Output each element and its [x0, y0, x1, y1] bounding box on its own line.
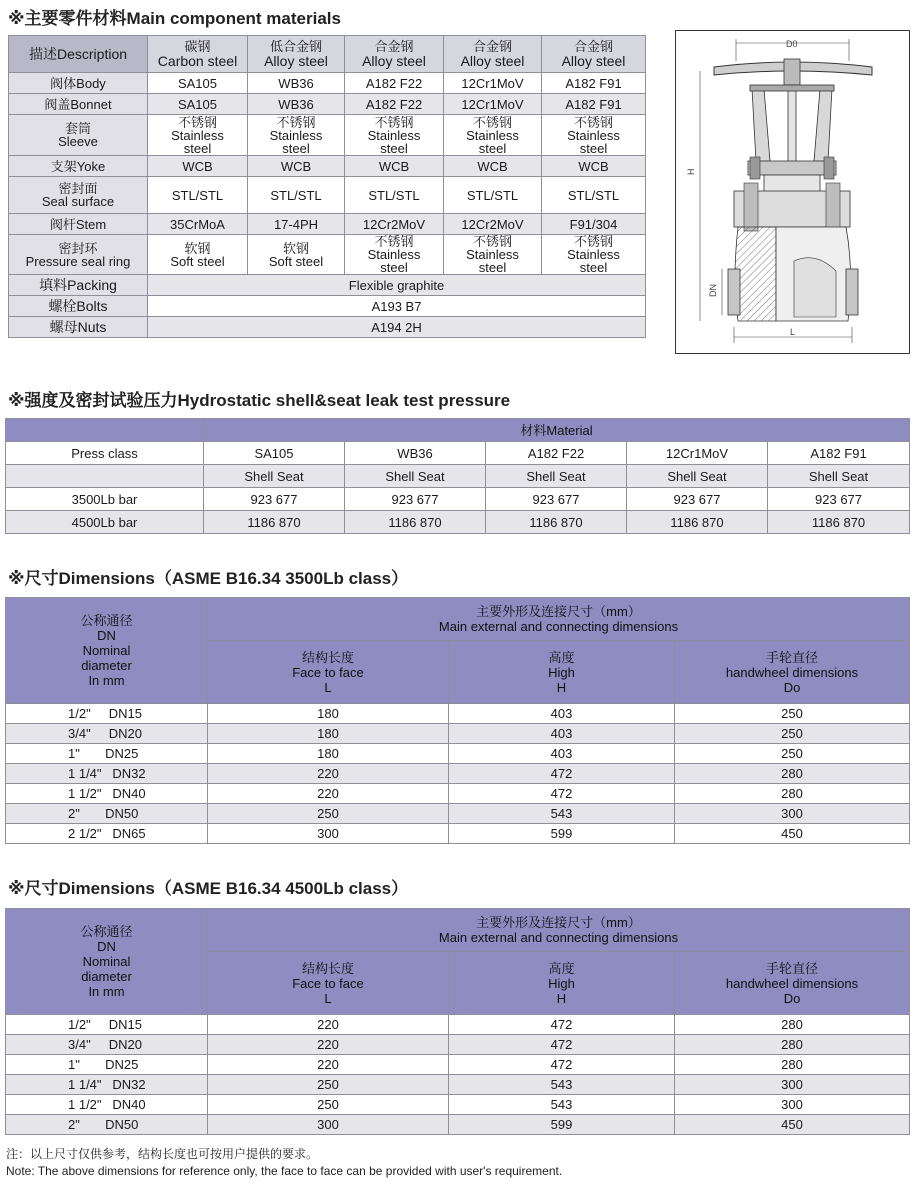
material-cell-line: SA105 [177, 75, 218, 91]
material-cell-line: 35CrMoA [170, 216, 225, 232]
material-cell [444, 156, 542, 177]
component-label: 螺栓Bolts [9, 296, 148, 317]
materials-span-row [9, 296, 646, 317]
pressure-material: WB36 [345, 442, 486, 465]
main-dimensions-cn: 主要外形及连接尺寸（mm） [476, 604, 641, 619]
pressure-header-row [6, 419, 910, 442]
materials-header-row [9, 36, 646, 73]
materials-row [9, 156, 646, 177]
component-label [9, 115, 148, 156]
material-cell-line: 12Cr1MoV [461, 75, 524, 91]
dim3500-section-title: ※尺寸Dimensions（ASME B16.34 3500Lb class） [8, 569, 409, 588]
material-cell-line: 不锈钢 [472, 114, 512, 130]
component-label [9, 214, 148, 235]
header-cn: 低合金钢 [269, 39, 322, 54]
header-en: Alloy steel [460, 53, 525, 69]
material-cell-line: 不锈钢 [573, 234, 613, 249]
materials-header-cell [148, 36, 248, 73]
blank-header-cell [6, 419, 204, 442]
materials-row [9, 214, 646, 235]
dim-label-h: H [686, 168, 696, 175]
material-cell-line: 不锈钢 [177, 114, 217, 130]
material-cell-line: 不锈钢 [472, 234, 512, 249]
test-pressure-value: 923 677 [768, 488, 910, 511]
component-label-line: Sleeve [58, 134, 98, 149]
dimension-l: 220 [208, 764, 449, 784]
nominal-diameter-header-line: DN [97, 628, 116, 643]
material-cell-line: 软钢 [184, 240, 211, 256]
nominal-size: 1 1/4" DN32 [6, 764, 208, 784]
material-cell-line: 不锈钢 [374, 114, 414, 130]
dimension-h: 472 [449, 1055, 675, 1075]
materials-span-row [9, 317, 646, 338]
pressure-material: A182 F91 [768, 442, 910, 465]
shell-seat-label: Shell Seat [486, 465, 627, 488]
dim-label-d0: D0 [786, 39, 798, 49]
material-cell [345, 73, 444, 94]
material-cell [248, 177, 345, 214]
handwheel-header-line: 手轮直径 [766, 960, 819, 976]
materials-row [9, 94, 646, 115]
shell-seat-label: Shell Seat [345, 465, 486, 488]
dimension-do: 280 [675, 764, 910, 784]
material-cell [444, 94, 542, 115]
material-cell [248, 115, 345, 156]
dimension-l: 220 [208, 1015, 449, 1035]
material-cell [148, 73, 248, 94]
dimension-l: 220 [208, 1055, 449, 1075]
test-pressure-value: 1186 870 [768, 511, 910, 534]
nominal-diameter-header-line: diameter [81, 969, 132, 984]
main-dimensions-en: Main external and connecting dimensions [438, 619, 679, 634]
nominal-size: 1 1/4" DN32 [6, 1075, 208, 1095]
material-cell-line: WCB [378, 158, 410, 174]
material-cell-line: WCB [280, 158, 312, 174]
dimension-h: 599 [449, 1115, 675, 1135]
handwheel-header-line: Do [783, 990, 801, 1006]
note-english: Note: The above dimensions for reference only, the face to face can be provided with user's requirement. [6, 1164, 563, 1178]
nominal-diameter-header [6, 598, 208, 704]
material-cell [444, 177, 542, 214]
main-dimensions-header [208, 598, 910, 641]
dimension-l: 300 [208, 824, 449, 844]
pressure-row [6, 511, 910, 534]
materials-row [9, 73, 646, 94]
dim-row [6, 744, 910, 764]
materials-header-cell [345, 36, 444, 73]
shell-seat-label: Shell Seat [768, 465, 910, 488]
material-cell-line: Soft steel [268, 253, 324, 269]
dimension-do: 250 [675, 724, 910, 744]
nominal-size: 1 1/2" DN40 [6, 784, 208, 804]
dim-header-row [6, 598, 910, 641]
material-cell-line: steel [579, 140, 608, 156]
nominal-diameter-header-line: DN [97, 939, 116, 954]
material-cell [542, 73, 646, 94]
dim4500-section-title: ※尺寸Dimensions（ASME B16.34 4500Lb class） [8, 879, 409, 898]
header-cn: 合金钢 [472, 39, 512, 54]
dimension-do: 280 [675, 1055, 910, 1075]
materials-header-cell [9, 36, 148, 73]
dim3500-table [5, 597, 910, 844]
component-label-line: 阀体Body [50, 75, 106, 91]
material-cell [542, 115, 646, 156]
component-label: 填料Packing [9, 275, 148, 296]
dim-row [6, 824, 910, 844]
face-to-face-header-line: Face to face [292, 664, 364, 680]
dimension-l: 300 [208, 1115, 449, 1135]
dimension-do: 300 [675, 1095, 910, 1115]
face-to-face-header-line: L [324, 990, 332, 1006]
dim-row [6, 764, 910, 784]
blank-cell [6, 465, 204, 488]
face-to-face-header [208, 952, 449, 1015]
dimension-h: 543 [449, 1095, 675, 1115]
dimension-h: 543 [449, 804, 675, 824]
material-cell-line: STL/STL [368, 187, 420, 203]
material-cell [542, 214, 646, 235]
material-span-cell: A193 B7 [148, 296, 646, 317]
dim-label-l: L [790, 327, 796, 337]
test-pressure-value: 923 677 [204, 488, 345, 511]
height-header-line: H [556, 990, 567, 1006]
material-cell-line: STL/STL [567, 187, 620, 203]
material-cell [248, 235, 345, 275]
nominal-size: 1" DN25 [6, 744, 208, 764]
component-label-line: Pressure seal ring [25, 253, 131, 269]
material-cell [248, 94, 345, 115]
dimension-l: 250 [208, 804, 449, 824]
dim-row [6, 1095, 910, 1115]
dimension-l: 250 [208, 1095, 449, 1115]
shell-seat-label: Shell Seat [204, 465, 345, 488]
materials-header-cell [542, 36, 646, 73]
height-header-line: 高度 [548, 649, 575, 665]
dimension-h: 472 [449, 1015, 675, 1035]
dim-header-row [6, 909, 910, 952]
material-cell-line: WCB [182, 158, 213, 174]
test-pressure-value: 923 677 [627, 488, 768, 511]
material-cell-line: Stainless [171, 127, 224, 143]
material-cell-line: steel [282, 140, 310, 156]
material-cell-line: WB36 [278, 75, 314, 91]
materials-header-cell [248, 36, 345, 73]
test-pressure-value: 1186 870 [204, 511, 345, 534]
dimension-h: 472 [449, 764, 675, 784]
component-label-line: 密封面 [58, 181, 98, 196]
dimension-l: 250 [208, 1075, 449, 1095]
main-dimensions-header [208, 909, 910, 952]
nominal-diameter-header-line: In mm [88, 984, 125, 999]
dimension-do: 450 [675, 824, 910, 844]
dim-row [6, 804, 910, 824]
component-label [9, 235, 148, 275]
height-header-line: High [548, 664, 575, 680]
nominal-size: 2 1/2" DN65 [6, 824, 208, 844]
component-label [9, 156, 148, 177]
material-cell-line: Soft steel [170, 253, 225, 269]
material-cell-line: 12Cr2MoV [461, 216, 524, 232]
material-cell-line: steel [478, 140, 507, 156]
material-cell-line: A182 F91 [565, 96, 622, 112]
dimension-h: 403 [449, 704, 675, 724]
material-cell-line: 17-4PH [273, 216, 319, 232]
materials-row [9, 115, 646, 156]
header-cn: 碳钢 [184, 39, 211, 54]
shell-seat-label: Shell Seat [627, 465, 768, 488]
material-cell-line: 不锈钢 [573, 114, 613, 130]
face-to-face-header-line: 结构长度 [301, 649, 354, 665]
material-cell-line: 不锈钢 [276, 114, 316, 130]
header-cn: 描述Description [28, 45, 128, 62]
material-cell-line: WCB [477, 158, 508, 174]
materials-header-cell [444, 36, 542, 73]
component-label-line: 套筒 [64, 121, 91, 136]
material-cell [248, 214, 345, 235]
material-cell-line: Stainless [367, 247, 421, 262]
header-cn: 合金钢 [374, 39, 414, 54]
face-to-face-header-line: Face to face [292, 975, 364, 991]
valve-cross-section-figure [676, 31, 909, 353]
materials-row [9, 235, 646, 275]
material-cell [345, 94, 444, 115]
shell-seat-row [6, 465, 910, 488]
note-chinese: 注：以上尺寸仅供参考，结构长度也可按用户提供的要求。 [6, 1147, 319, 1161]
material-cell-line: 软钢 [282, 240, 309, 256]
height-header [449, 952, 675, 1015]
dim-row [6, 1015, 910, 1035]
handwheel-header [675, 641, 910, 704]
material-cell-line: STL/STL [171, 187, 224, 203]
pressure-class-value: 4500Lb bar [6, 511, 204, 534]
handwheel-header-line: handwheel dimensions [725, 975, 859, 991]
component-label-line: 密封环 [58, 240, 98, 256]
nominal-size: 3/4" DN20 [6, 724, 208, 744]
nominal-diameter-header-line: 公称通径 [80, 924, 133, 939]
dimension-l: 220 [208, 784, 449, 804]
material-cell-line: F91/304 [569, 216, 618, 232]
pressure-section-title: ※强度及密封试验压力Hydrostatic shell&seat leak test pressure [8, 391, 511, 410]
handwheel-header-line: handwheel dimensions [725, 664, 859, 680]
dimension-h: 472 [449, 1035, 675, 1055]
pressure-class-row [6, 442, 910, 465]
material-header: 材料Material [204, 419, 910, 442]
nominal-size: 1 1/2" DN40 [6, 1095, 208, 1115]
dimension-do: 280 [675, 1035, 910, 1055]
header-cn: 合金钢 [573, 39, 613, 54]
handwheel-header-line: 手轮直径 [766, 649, 819, 665]
pressure-row [6, 488, 910, 511]
component-label: 螺母Nuts [9, 317, 148, 338]
pressure-material: 12Cr1MoV [627, 442, 768, 465]
dimension-do: 250 [675, 744, 910, 764]
material-cell [148, 177, 248, 214]
handwheel-header [675, 952, 910, 1015]
test-pressure-value: 1186 870 [486, 511, 627, 534]
material-cell-line: Stainless [466, 127, 519, 143]
dimension-h: 403 [449, 724, 675, 744]
material-cell [345, 156, 444, 177]
dimension-do: 300 [675, 804, 910, 824]
main-dimensions-en: Main external and connecting dimensions [438, 930, 679, 945]
material-cell [148, 235, 248, 275]
nominal-size: 2" DN50 [6, 804, 208, 824]
dimension-h: 599 [449, 824, 675, 844]
nominal-diameter-header-line: In mm [88, 673, 125, 688]
dim-row [6, 1115, 910, 1135]
pressure-table [5, 418, 910, 534]
material-cell-line: SA105 [177, 96, 218, 112]
dimension-l: 180 [208, 724, 449, 744]
header-en: Carbon steel [157, 53, 238, 69]
test-pressure-value: 923 677 [486, 488, 627, 511]
test-pressure-value: 923 677 [345, 488, 486, 511]
dimension-do: 250 [675, 704, 910, 724]
dim-row [6, 1035, 910, 1055]
material-cell [542, 235, 646, 275]
nominal-size: 2" DN50 [6, 1115, 208, 1135]
material-cell-line: Stainless [567, 247, 620, 262]
material-cell-line: steel [380, 140, 408, 156]
component-label-line: 阀杆Stem [49, 216, 107, 232]
height-header-line: High [548, 975, 575, 991]
face-to-face-header-line: 结构长度 [301, 960, 354, 976]
dim-row [6, 704, 910, 724]
materials-section-title: ※主要零件材料Main component materials [8, 9, 341, 28]
nominal-diameter-header-line: Nominal [82, 954, 131, 969]
material-cell-line: 不锈钢 [374, 234, 414, 249]
dimension-do: 300 [675, 1075, 910, 1095]
material-cell-line: A182 F22 [365, 96, 423, 112]
material-cell-line: 12Cr2MoV [362, 216, 426, 232]
test-pressure-value: 1186 870 [627, 511, 768, 534]
materials-row [9, 177, 646, 214]
material-cell-line: steel [380, 260, 408, 275]
material-cell-line: Stainless [567, 127, 620, 143]
component-label-line: 阀盖Bonnet [44, 96, 112, 112]
material-cell [444, 73, 542, 94]
material-cell [345, 177, 444, 214]
dim-label-dn: DN [708, 284, 718, 297]
material-cell [248, 73, 345, 94]
dimension-do: 280 [675, 1015, 910, 1035]
gate-valve-drawing [675, 30, 910, 354]
dimension-l: 220 [208, 1035, 449, 1055]
material-cell-line: STL/STL [270, 187, 322, 203]
component-label [9, 177, 148, 214]
material-cell [542, 177, 646, 214]
height-header-line: H [556, 679, 567, 695]
dim-row [6, 1075, 910, 1095]
dimension-h: 472 [449, 784, 675, 804]
materials-table [8, 35, 646, 338]
handwheel-header-line: Do [783, 679, 801, 695]
materials-span-row [9, 275, 646, 296]
material-cell [345, 115, 444, 156]
material-cell-line: Stainless [367, 127, 421, 143]
height-header [449, 641, 675, 704]
material-cell-line: 12Cr1MoV [461, 96, 524, 112]
nominal-size: 1/2" DN15 [6, 1015, 208, 1035]
dim-row [6, 1055, 910, 1075]
material-cell-line: STL/STL [466, 187, 519, 203]
pressure-material: A182 F22 [486, 442, 627, 465]
component-label-line: 支架Yoke [50, 158, 106, 174]
component-label [9, 73, 148, 94]
material-cell [148, 94, 248, 115]
dim4500-table [5, 908, 910, 1135]
material-span-cell: A194 2H [148, 317, 646, 338]
face-to-face-header-line: L [324, 679, 332, 695]
material-cell-line: Stainless [269, 127, 323, 143]
dimension-do: 450 [675, 1115, 910, 1135]
nominal-diameter-header-line: diameter [81, 658, 132, 673]
material-cell [444, 235, 542, 275]
height-header-line: 高度 [548, 960, 575, 976]
dim-row [6, 784, 910, 804]
material-cell [345, 235, 444, 275]
material-cell [444, 214, 542, 235]
dimension-l: 180 [208, 704, 449, 724]
nominal-diameter-header [6, 909, 208, 1015]
material-cell [248, 156, 345, 177]
component-label [9, 94, 148, 115]
material-cell-line: steel [478, 260, 507, 275]
main-dimensions-cn: 主要外形及连接尺寸（mm） [476, 915, 641, 930]
header-en: Alloy steel [561, 53, 626, 69]
pressure-class-value: 3500Lb bar [6, 488, 204, 511]
nominal-diameter-header-line: 公称通径 [80, 613, 133, 628]
dimension-h: 543 [449, 1075, 675, 1095]
material-cell [542, 94, 646, 115]
nominal-size: 1/2" DN15 [6, 704, 208, 724]
material-cell-line: A182 F22 [365, 75, 423, 91]
nominal-size: 1" DN25 [6, 1055, 208, 1075]
header-en: Alloy steel [362, 53, 426, 69]
component-label-line: Seal surface [41, 194, 115, 209]
press-class-label: Press class [6, 442, 204, 465]
dimension-do: 280 [675, 784, 910, 804]
material-cell-line: steel [183, 140, 212, 156]
face-to-face-header [208, 641, 449, 704]
material-cell [345, 214, 444, 235]
material-cell-line: steel [579, 260, 608, 275]
nominal-diameter-header-line: Nominal [82, 643, 131, 658]
material-cell [444, 115, 542, 156]
material-cell [148, 115, 248, 156]
header-en: Alloy steel [264, 53, 328, 69]
material-cell [148, 214, 248, 235]
dimension-l: 180 [208, 744, 449, 764]
nominal-size: 3/4" DN20 [6, 1035, 208, 1055]
material-cell-line: Stainless [466, 247, 519, 262]
dimension-h: 403 [449, 744, 675, 764]
material-cell-line: WCB [578, 158, 609, 174]
material-cell [542, 156, 646, 177]
test-pressure-value: 1186 870 [345, 511, 486, 534]
material-cell-line: A182 F91 [565, 75, 622, 91]
material-span-cell: Flexible graphite [148, 275, 646, 296]
material-cell-line: WB36 [278, 96, 314, 112]
dim-row [6, 724, 910, 744]
pressure-material: SA105 [204, 442, 345, 465]
material-cell [148, 156, 248, 177]
